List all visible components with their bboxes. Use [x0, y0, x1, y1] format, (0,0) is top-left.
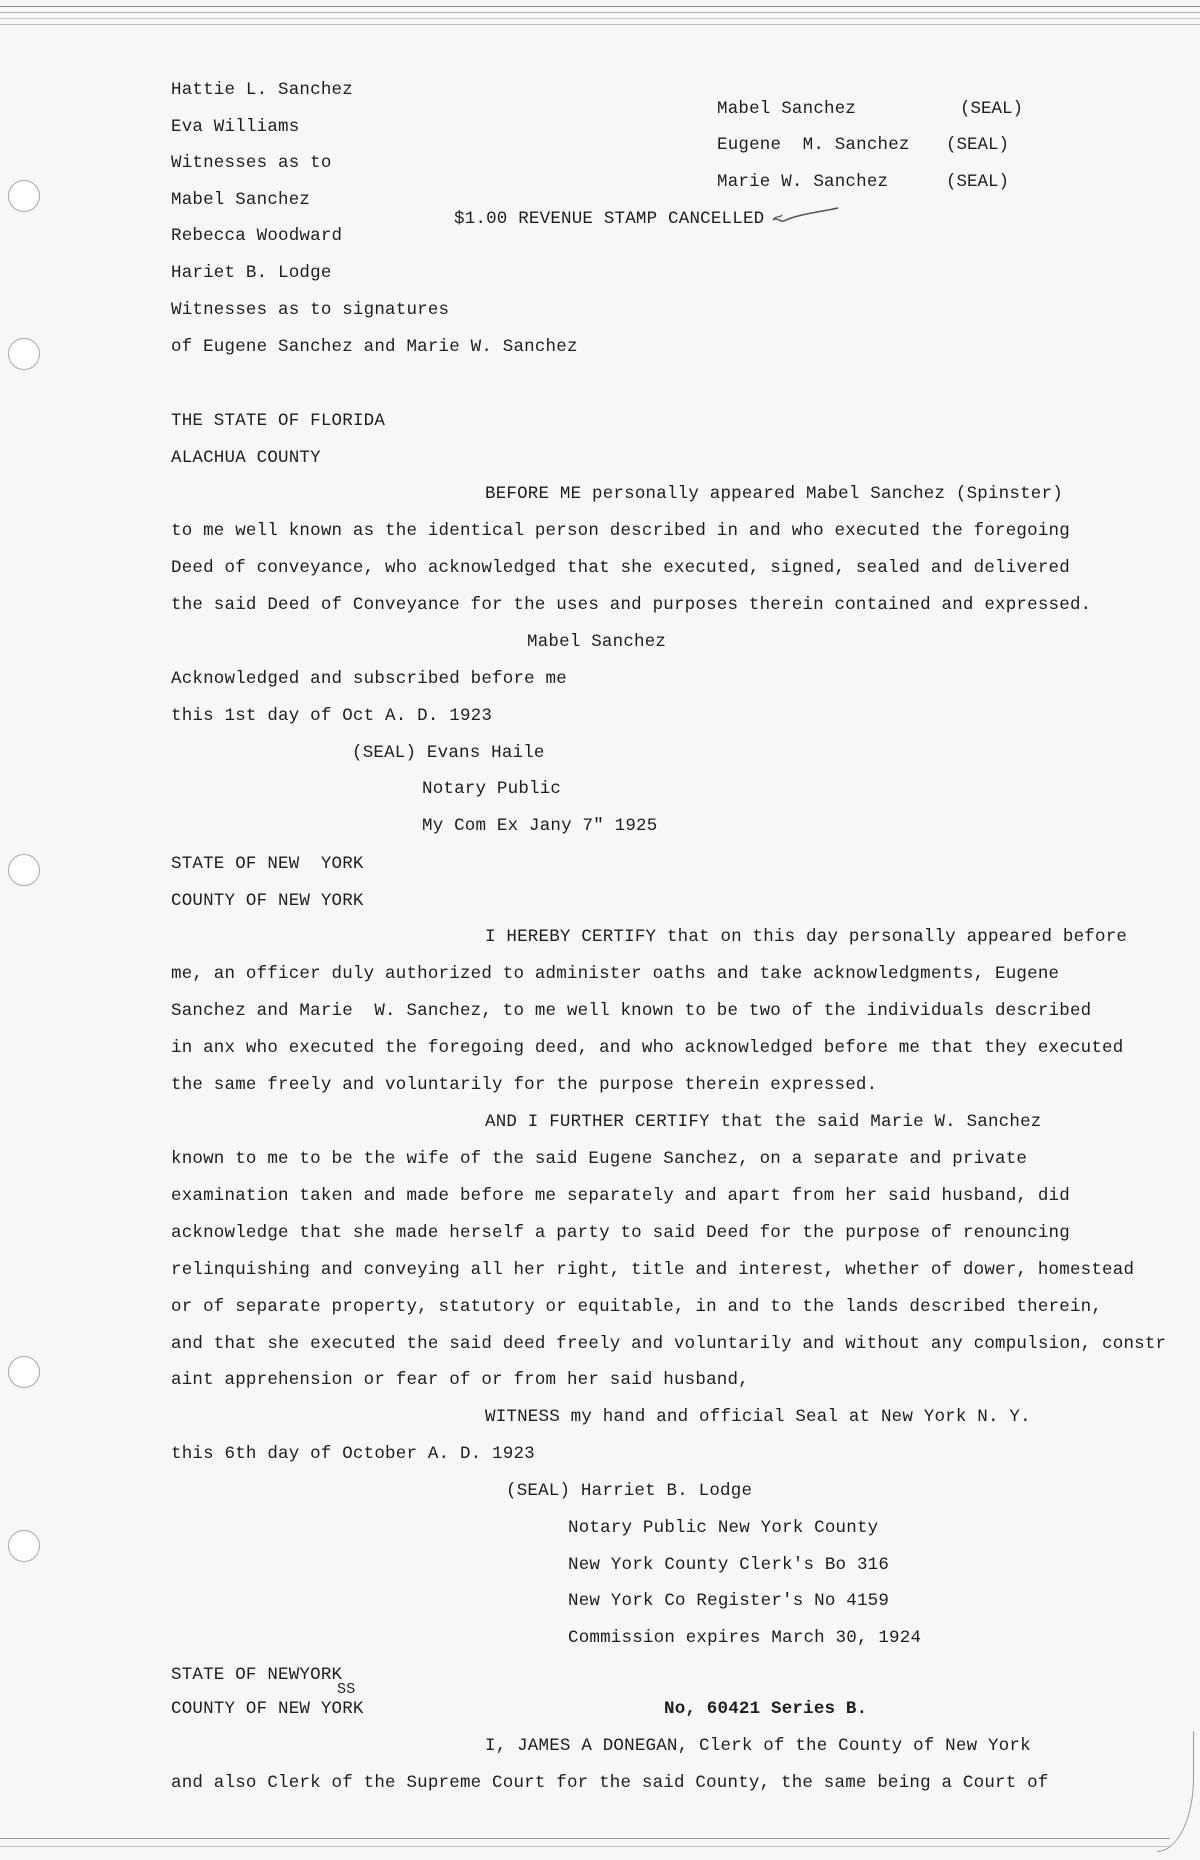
county-heading: ALACHUA COUNTY	[171, 448, 321, 468]
certificate-text: aint apprehension or fear of or from her said husband,	[171, 1370, 749, 1390]
witness-line: Witnesses as to signatures	[171, 300, 450, 320]
seal-label: (SEAL)	[946, 135, 1010, 155]
certificate-text: and also Clerk of the Supreme Court for the said County, the same being a Court of	[171, 1773, 1049, 1793]
state-heading: STATE OF NEWYORK	[171, 1665, 343, 1685]
witness-line: Witnesses as to	[171, 153, 332, 173]
bottom-rule	[0, 1846, 1170, 1847]
top-rule	[0, 24, 1200, 25]
state-heading: STATE OF NEW YORK	[171, 854, 364, 874]
notary-line: New York County Clerk's Bo 316	[568, 1555, 890, 1575]
subscribed-line: this 1st day of Oct A. D. 1923	[171, 706, 493, 726]
signatory-name: Mabel Sanchez	[717, 99, 857, 119]
signatory-name: Eugene M. Sanchez	[717, 135, 910, 155]
punch-hole	[8, 854, 40, 886]
top-rule	[0, 12, 1200, 13]
certificate-text: the same freely and voluntarily for the purpose therein expressed.	[171, 1075, 878, 1095]
seal-label: (SEAL)	[960, 99, 1024, 119]
acknowledgment-text: the said Deed of Conveyance for the uses and purposes therein contained and expressed.	[171, 595, 1092, 615]
punch-hole	[8, 1356, 40, 1388]
punch-hole	[8, 338, 40, 370]
signatory-name: Marie W. Sanchez	[717, 172, 889, 192]
certificate-text: I, JAMES A DONEGAN, Clerk of the County of New York	[485, 1736, 1031, 1756]
certificate-text: relinquishing and conveying all her right, title and interest, whether of dower, homestead	[171, 1260, 1135, 1280]
witness-line: Eva Williams	[171, 117, 300, 137]
acknowledgment-text: to me well known as the identical person described in and who executed the foregoing	[171, 521, 1070, 541]
notary-line: Notary Public	[422, 779, 562, 799]
certificate-text: in anx who executed the foregoing deed, and who acknowledged before me that they executed	[171, 1038, 1124, 1058]
notary-line: (SEAL) Harriet B. Lodge	[506, 1481, 753, 1501]
bottom-rule	[0, 1838, 1170, 1839]
certificate-text: Sanchez and Marie W. Sanchez, to me well known to be two of the individuals described	[171, 1001, 1092, 1021]
seal-label: (SEAL)	[946, 172, 1010, 192]
top-rule	[0, 6, 1200, 7]
county-heading: COUNTY OF NEW YORK	[171, 891, 364, 911]
witness-line: Mabel Sanchez	[171, 190, 311, 210]
top-rule	[0, 18, 1200, 19]
certificate-text: known to me to be the wife of the said Eugene Sanchez, on a separate and private	[171, 1149, 1028, 1169]
acknowledgment-text: Deed of conveyance, who acknowledged that she executed, signed, sealed and delivered	[171, 558, 1070, 578]
signature-line: Mabel Sanchez	[527, 632, 667, 652]
certificate-text: I HEREBY CERTIFY that on this day personally appeared before	[485, 927, 1128, 947]
certificate-text: this 6th day of October A. D. 1923	[171, 1444, 535, 1464]
witness-line: of Eugene Sanchez and Marie W. Sanchez	[171, 337, 578, 357]
county-heading: COUNTY OF NEW YORK	[171, 1699, 364, 1719]
ss-mark: SS	[337, 1681, 356, 1698]
notary-line: Commission expires March 30, 1924	[568, 1628, 922, 1648]
notary-line: New York Co Register's No 4159	[568, 1591, 890, 1611]
certificate-text: and that she executed the said deed freely and voluntarily and without any compulsion, constr	[171, 1334, 1167, 1354]
certificate-number: No, 60421 Series B.	[664, 1699, 868, 1719]
certificate-text: examination taken and made before me separately and apart from her said husband, did	[171, 1186, 1070, 1206]
witness-line: Hariet B. Lodge	[171, 263, 332, 283]
notary-line: (SEAL) Evans Haile	[352, 743, 545, 763]
page-corner-curl	[1157, 1731, 1194, 1852]
certificate-text: or of separate property, statutory or equitable, in and to the lands described therein,	[171, 1297, 1103, 1317]
punch-hole	[8, 180, 40, 212]
state-heading: THE STATE OF FLORIDA	[171, 411, 386, 431]
subscribed-line: Acknowledged and subscribed before me	[171, 669, 567, 689]
acknowledgment-text: BEFORE ME personally appeared Mabel Sanchez (Spinster)	[485, 484, 1063, 504]
punch-hole	[8, 1530, 40, 1562]
revenue-stamp-note: $1.00 REVENUE STAMP CANCELLED	[454, 209, 765, 229]
certificate-text: AND I FURTHER CERTIFY that the said Marie W. Sanchez	[485, 1112, 1042, 1132]
notary-line: Notary Public New York County	[568, 1518, 879, 1538]
certificate-text: me, an officer duly authorized to administer oaths and take acknowledgments, Eugene	[171, 964, 1060, 984]
certificate-text: acknowledge that she made herself a party to said Deed for the purpose of renouncing	[171, 1223, 1070, 1243]
cancel-mark-icon	[770, 206, 840, 226]
certificate-text: WITNESS my hand and official Seal at New York N. Y.	[485, 1407, 1031, 1427]
witness-line: Hattie L. Sanchez	[171, 80, 353, 100]
notary-line: My Com Ex Jany 7" 1925	[422, 816, 658, 836]
witness-line: Rebecca Woodward	[171, 226, 343, 246]
